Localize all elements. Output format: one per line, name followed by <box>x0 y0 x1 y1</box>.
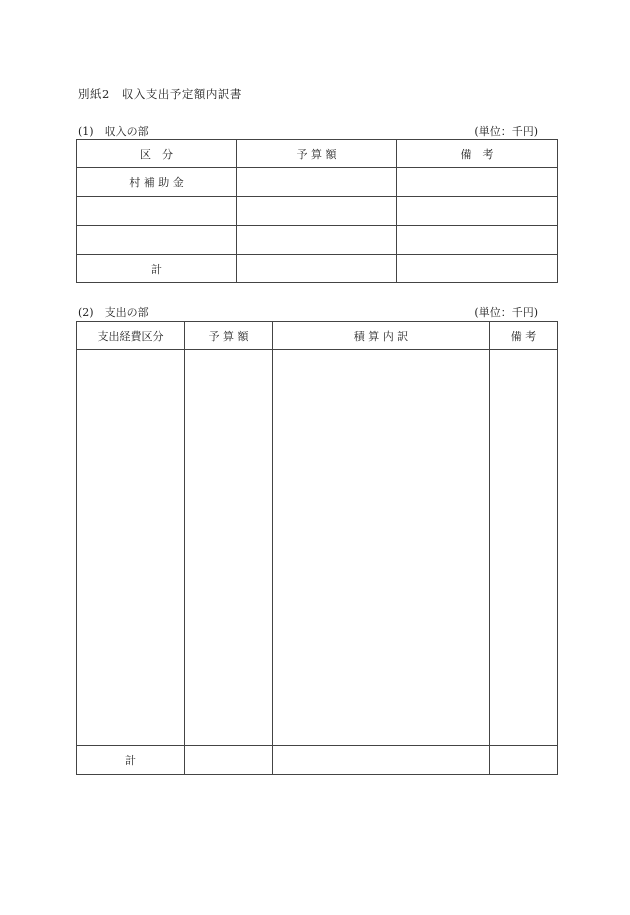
expense-total-breakdown[interactable] <box>273 746 490 775</box>
expense-cell-remarks[interactable] <box>490 350 558 746</box>
expense-cell-category[interactable] <box>77 350 185 746</box>
income-unit-label: (単位：千円) <box>474 125 538 138</box>
income-cell-budget[interactable] <box>237 197 397 226</box>
expense-cell-budget[interactable] <box>185 350 273 746</box>
expense-total-remarks[interactable] <box>490 746 558 775</box>
expense-col-category: 支出経費区分 <box>77 322 185 350</box>
income-cell-budget[interactable] <box>237 226 397 255</box>
document-title: 別紙2 収入支出予定額内訳書 <box>78 87 242 101</box>
income-header-row <box>77 140 558 168</box>
expense-header-row <box>77 322 558 350</box>
expense-unit-label: (単位：千円) <box>474 306 538 319</box>
income-total-budget[interactable] <box>237 255 397 283</box>
income-cell-category[interactable] <box>77 226 237 255</box>
expense-body-row <box>77 350 558 746</box>
income-section-heading: (1) 収入の部 <box>78 125 149 138</box>
income-row <box>77 226 558 255</box>
income-row <box>77 168 558 197</box>
income-col-remarks: 備 考 <box>397 140 558 168</box>
income-row <box>77 197 558 226</box>
expense-cell-breakdown[interactable] <box>273 350 490 746</box>
income-cell-remarks[interactable] <box>397 226 558 255</box>
income-col-category: 区 分 <box>77 140 237 168</box>
income-cell-remarks[interactable] <box>397 168 558 197</box>
income-table <box>76 139 558 283</box>
income-total-remarks[interactable] <box>397 255 558 283</box>
expense-col-budget: 予 算 額 <box>185 322 273 350</box>
income-cell-category[interactable]: 村 補 助 金 <box>77 168 237 197</box>
income-cell-category[interactable] <box>77 197 237 226</box>
expense-total-row <box>77 746 558 775</box>
income-total-row <box>77 255 558 283</box>
expense-col-remarks: 備 考 <box>490 322 558 350</box>
income-cell-remarks[interactable] <box>397 197 558 226</box>
expense-total-label: 計 <box>77 746 185 775</box>
income-col-budget: 予 算 額 <box>237 140 397 168</box>
expense-col-breakdown: 積 算 内 訳 <box>273 322 490 350</box>
expense-total-budget[interactable] <box>185 746 273 775</box>
income-cell-budget[interactable] <box>237 168 397 197</box>
expense-table <box>76 321 558 775</box>
expense-section-heading: (2) 支出の部 <box>78 306 149 319</box>
income-total-label: 計 <box>77 255 237 283</box>
